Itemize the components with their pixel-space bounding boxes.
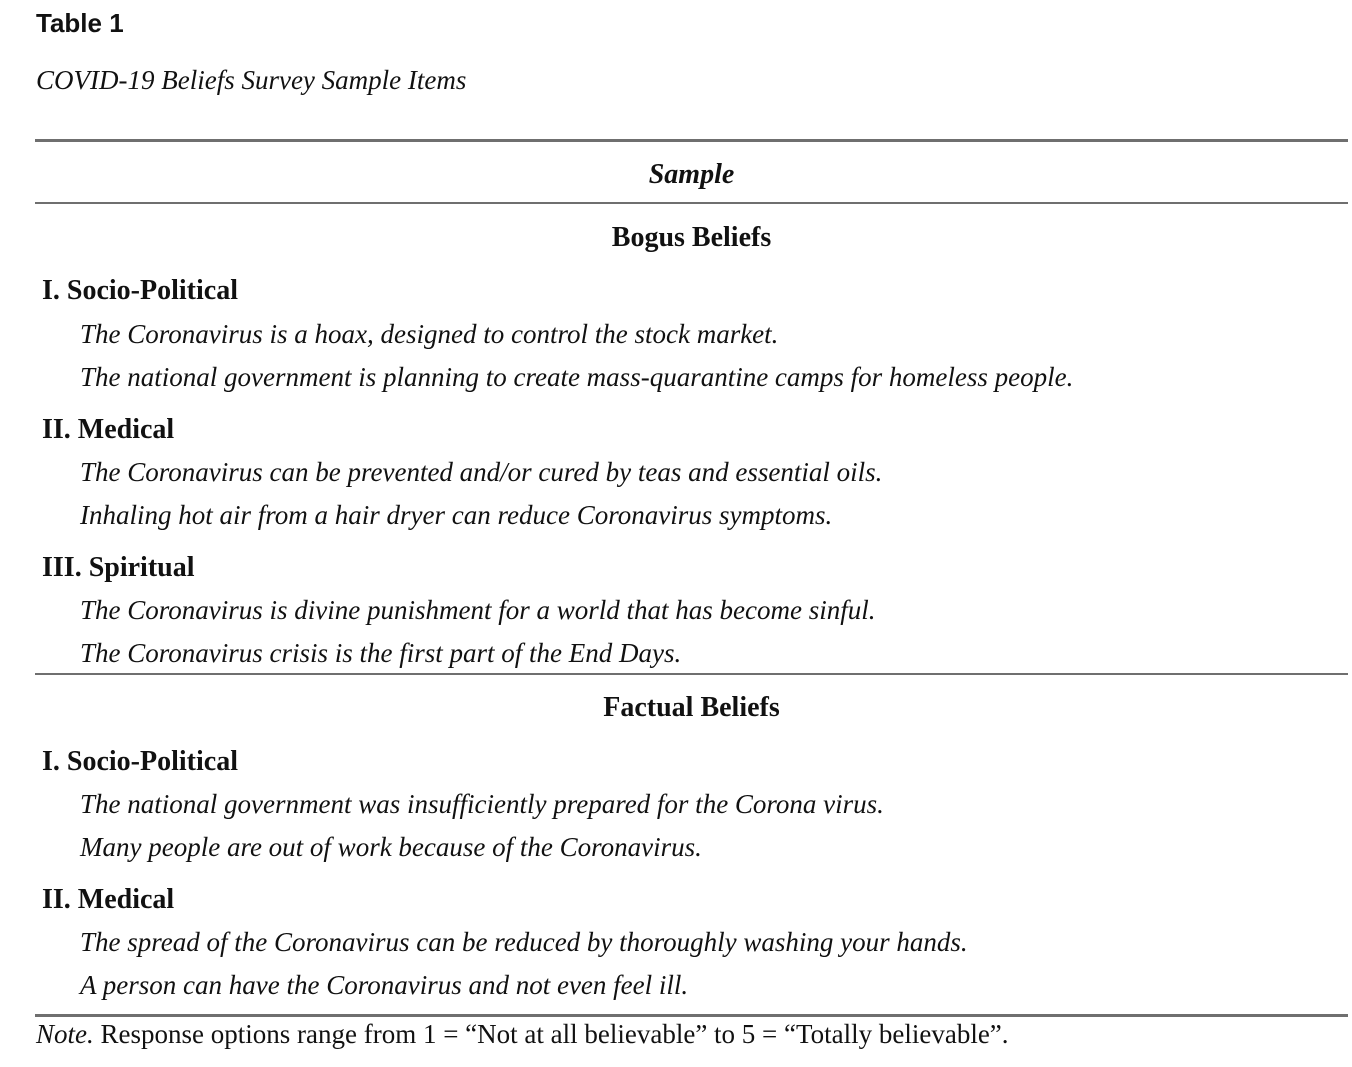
table-note xyxy=(36,1016,1009,1052)
note-label: Note. xyxy=(36,1019,94,1049)
category-medical: II. Medical xyxy=(42,884,175,915)
table-row: The Coronavirus is divine punishment for a world that has become sinful. xyxy=(80,595,876,625)
table-row: The Coronavirus crisis is the first part of the End Days. xyxy=(80,638,682,668)
top-rule xyxy=(35,139,1348,142)
table-row: The national government was insufficiently prepared for the Corona virus. xyxy=(80,789,884,819)
table-row: A person can have the Coronavirus and not even feel ill. xyxy=(80,970,689,1000)
table-row: Many people are out of work because of the Coronavirus. xyxy=(80,832,702,862)
category-socio-political: I. Socio-Political xyxy=(42,275,238,306)
category-socio-political: I. Socio-Political xyxy=(42,746,238,777)
table-row: The national government is planning to create mass-quarantine camps for homeless people. xyxy=(80,362,1074,392)
table-caption: COVID-19 Beliefs Survey Sample Items xyxy=(36,65,467,95)
table-row: The Coronavirus is a hoax, designed to control the stock market. xyxy=(80,319,779,349)
section-rule xyxy=(35,673,1348,675)
header-rule xyxy=(35,202,1348,204)
category-spiritual: III. Spiritual xyxy=(42,552,195,583)
note-text: Response options range from 1 = “Not at all believable” to 5 = “Totally believable”. xyxy=(93,1019,1009,1049)
section-header-bogus: Bogus Beliefs xyxy=(611,222,772,253)
table-row: Inhaling hot air from a hair dryer can reduce Coronavirus symptoms. xyxy=(80,500,833,530)
table-label: Table 1 xyxy=(36,8,124,38)
table-row: The spread of the Coronavirus can be reduced by thoroughly washing your hands. xyxy=(80,927,968,957)
section-header-factual: Factual Beliefs xyxy=(603,692,780,723)
table-row: The Coronavirus can be prevented and/or cured by teas and essential oils. xyxy=(80,457,883,487)
column-header: Sample xyxy=(648,159,735,190)
category-medical: II. Medical xyxy=(42,414,175,445)
